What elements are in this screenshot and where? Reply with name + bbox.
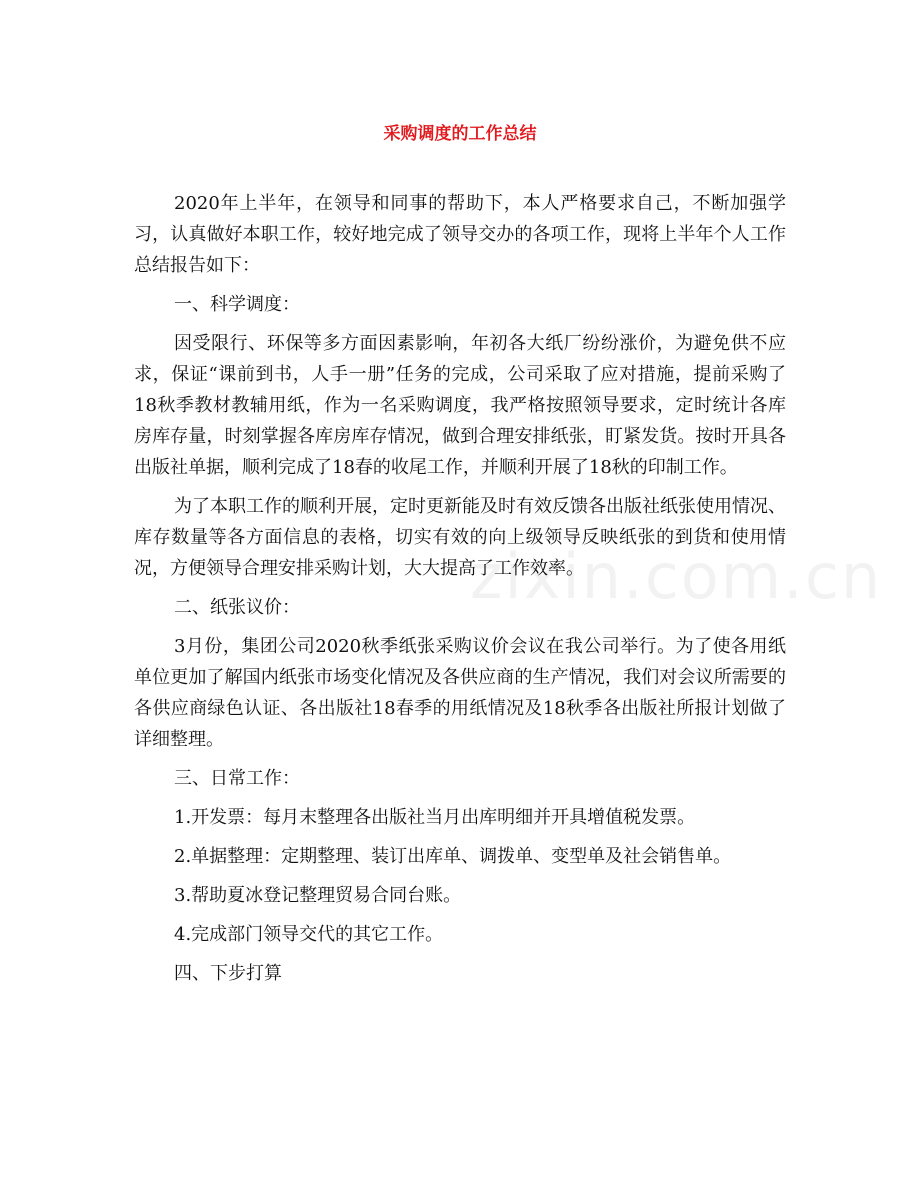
daily-work-item-1: 1.开发票：每月末整理各出版社当月出库明细并开具增值税发票。: [174, 807, 696, 828]
section-1-paragraph-1: 因受限行、环保等多方面因素影响，年初各大纸厂纷纷涨价，为避免供不应求，保证“课前到书，人手一册”任务的完成，公司采取了应对措施，提前采购了18秋季教材教辅用纸，作为一名采购调度，我严格按照领导要求，定时统计各库房库存量，时刻掌握各库房库存情况，做到合理安排纸张，盯紧发货。按时开具各出版社单据，顺利完成了18春的收尾工作，并顺利开展了18秋的印制工作。: [134, 333, 786, 478]
section-2-paragraph-1: 3月份，集团公司2020秋季纸张采购议价会议在我公司举行。为了使各用纸单位更加了解国内纸张市场变化情况及各供应商的生产情况，我们对会议所需要的各供应商绿色认证、各出版社18春季的用纸情况及18秋季各出版社所报计划做了详细整理。: [134, 636, 786, 750]
watermark: zixin.com.cn: [470, 540, 883, 613]
document-title: 采购调度的工作总结: [383, 124, 537, 144]
daily-work-item-2: 2.单据整理：定期整理、装订出库单、调拨单、变型单及社会销售单。: [174, 846, 732, 867]
daily-work-item-3: 3.帮助夏冰登记整理贸易合同台账。: [174, 885, 462, 906]
section-1-paragraph-2: 为了本职工作的顺利开展，定时更新能及时有效反馈各出版社纸张使用情况、库存数量等各方面信息的表格，切实有效的向上级领导反映纸张的到货和使用情况，方便领导合理安排采购计划，大大提高了工作效率。: [134, 496, 786, 579]
section-heading-3: 三、日常工作：: [174, 768, 300, 789]
section-heading-2: 二、纸张议价：: [174, 597, 300, 618]
section-heading-4: 四、下步打算: [174, 963, 282, 984]
document-body: [134, 188, 786, 997]
intro-paragraph: 2020年上半年，在领导和同事的帮助下，本人严格要求自己，不断加强学习，认真做好本职工作，较好地完成了领导交办的各项工作，现将上半年个人工作总结报告如下：: [134, 193, 786, 276]
daily-work-item-4: 4.完成部门领导交代的其它工作。: [174, 924, 444, 945]
section-heading-1: 一、科学调度：: [174, 294, 300, 315]
